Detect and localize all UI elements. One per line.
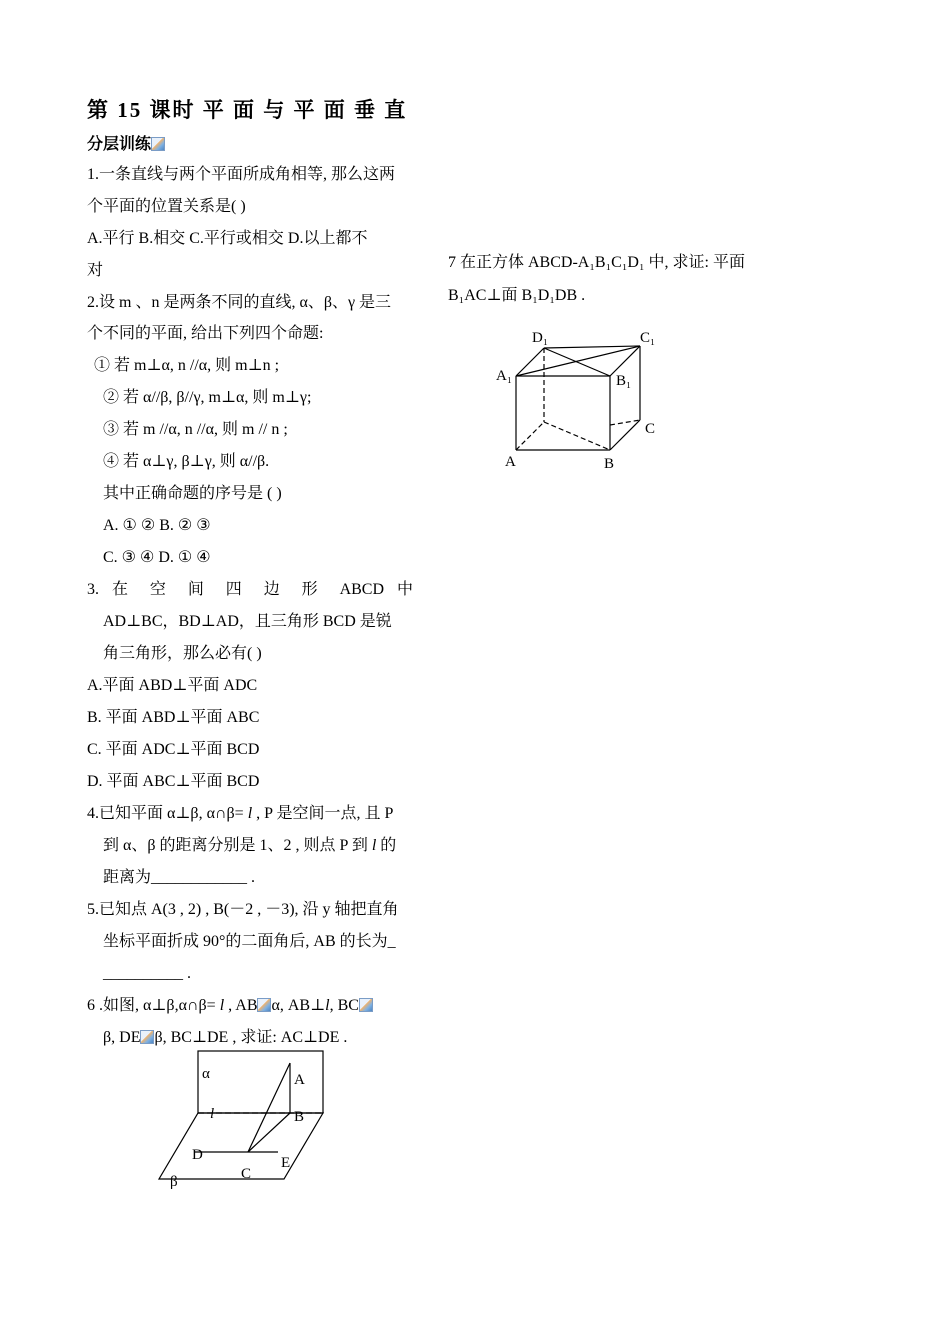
p5-line2: 坐标平面折成 90°的二面角后, AB 的长为_ — [103, 933, 396, 950]
p6-line1-a: 6 .如图, α⊥β,α∩β= — [87, 997, 220, 1014]
p3-line1: 3. 在 空 间 四 边 形 ABCD 中 — [87, 581, 413, 598]
p6-line2-a: β, DE — [103, 1029, 141, 1046]
p6-line1 — [87, 996, 373, 1016]
section-label: 分层训练 — [87, 136, 152, 153]
p3-option-d: D. 平面 ABC⊥平面 BCD — [87, 773, 260, 790]
planes-figure — [150, 1045, 340, 1195]
hidden-diag-DB — [544, 422, 610, 450]
p6-line2-b: β, BC⊥DE , 求证: AC⊥DE . — [154, 1029, 348, 1046]
label-beta: β — [170, 1174, 178, 1190]
p5-line1: 5.已知点 A(3 , 2) , B(－2 , －3), 沿 y 轴把直角 — [87, 901, 399, 918]
section-heading — [87, 131, 165, 154]
p2-claim-2: ② 若 α//β, β//γ, m⊥α, 则 m⊥γ; — [103, 389, 312, 406]
label-l: l — [210, 1106, 215, 1122]
p1-options-tail: 对 — [87, 262, 104, 279]
hidden-edge-AD — [516, 422, 544, 450]
p6-line1-d: , BC — [329, 997, 359, 1014]
label-B1: B₁ — [616, 373, 632, 389]
segment-AC — [248, 1063, 290, 1152]
label-D: D — [192, 1147, 203, 1163]
subset-icon — [257, 998, 271, 1012]
p7-line2: B₁AC⊥面 B₁D₁DB . — [448, 287, 586, 304]
line-l-symbol: l — [371, 837, 377, 854]
label-B: B — [604, 456, 615, 472]
diag-A1C1 — [516, 346, 640, 376]
subset-icon — [140, 1030, 154, 1044]
p3-line3: 角三角形，那么必有( ) — [103, 645, 262, 662]
diag-D1B1 — [544, 348, 610, 376]
p7-line1: 7 在正方体 ABCD-A₁B₁C₁D₁ 中, 求证: 平面 — [448, 254, 745, 271]
p4-line3: 距离为____________ . — [103, 869, 256, 886]
label-A: A — [505, 454, 516, 470]
cube-figure — [490, 322, 670, 477]
p3-option-a: A.平面 ABD⊥平面 ADC — [87, 677, 258, 694]
label-B: B — [294, 1109, 305, 1125]
p4-line1-pre: 4.已知平面 α⊥β, α∩β= — [87, 805, 248, 822]
p4-line2 — [103, 836, 396, 856]
edge-C1B1 — [610, 346, 640, 376]
line-l-symbol: l — [325, 997, 330, 1014]
label-alpha: α — [202, 1066, 210, 1082]
p5-line3: __________ . — [103, 965, 191, 982]
label-C: C — [241, 1166, 252, 1182]
p4-line2-post: 的 — [376, 837, 397, 854]
p2-claim-1: ① 若 m⊥α, n //α, 则 m⊥n ; — [94, 357, 280, 374]
edge-D1A1 — [516, 348, 544, 376]
label-A: A — [294, 1072, 305, 1088]
p1-options: A.平行 B.相交 C.平行或相交 D.以上都不 — [87, 230, 368, 247]
label-C1: C₁ — [640, 330, 656, 346]
label-E: E — [281, 1155, 291, 1171]
p2-claim-3: ③ 若 m //α, n //α, 则 m // n ; — [103, 421, 288, 438]
p3-option-c: C. 平面 ADC⊥平面 BCD — [87, 741, 260, 758]
p4-line2-pre: 到 α、β 的距离分别是 1、2 , 则点 P 到 — [103, 837, 372, 854]
page-title: 第 15 课时 平 面 与 平 面 垂 直 — [87, 98, 408, 122]
subset-icon — [359, 998, 373, 1012]
label-D1: D₁ — [532, 330, 549, 346]
line-l-symbol: l — [247, 805, 253, 822]
p4-line1 — [87, 804, 393, 824]
line-l-symbol: l — [219, 997, 225, 1014]
segment-BC — [248, 1113, 290, 1152]
p2-options-ab: A. ① ② B. ② ③ — [103, 517, 211, 534]
p6-line1-c: α, AB⊥ — [271, 997, 326, 1014]
p3-option-b: B. 平面 ABD⊥平面 ABC — [87, 709, 260, 726]
p2-claim-4: ④ 若 α⊥γ, β⊥γ, 则 α//β. — [103, 453, 270, 470]
p1-line2: 个平面的位置关系是( ) — [87, 198, 246, 215]
edge-D1C1 — [544, 346, 640, 348]
label-C: C — [645, 421, 656, 437]
p2-line2: 个不同的平面, 给出下列四个命题: — [87, 325, 324, 342]
label-A1: A₁ — [496, 368, 513, 384]
p3-line2: AD⊥BC，BD⊥AD，且三角形 BCD 是锐 — [103, 613, 392, 630]
broken-image-icon — [151, 137, 165, 151]
p6-line1-b: , AB — [224, 997, 258, 1014]
p4-line1-post: , P 是空间一点, 且 P — [252, 805, 394, 822]
p2-options-cd: C. ③ ④ D. ① ④ — [103, 549, 211, 566]
p1-line1: 1.一条直线与两个平面所成角相等, 那么这两 — [87, 166, 396, 183]
p2-question: 其中正确命题的序号是 ( ) — [103, 485, 282, 502]
p2-line1: 2.设 m 、n 是两条不同的直线, α、β、γ 是三 — [87, 294, 392, 311]
